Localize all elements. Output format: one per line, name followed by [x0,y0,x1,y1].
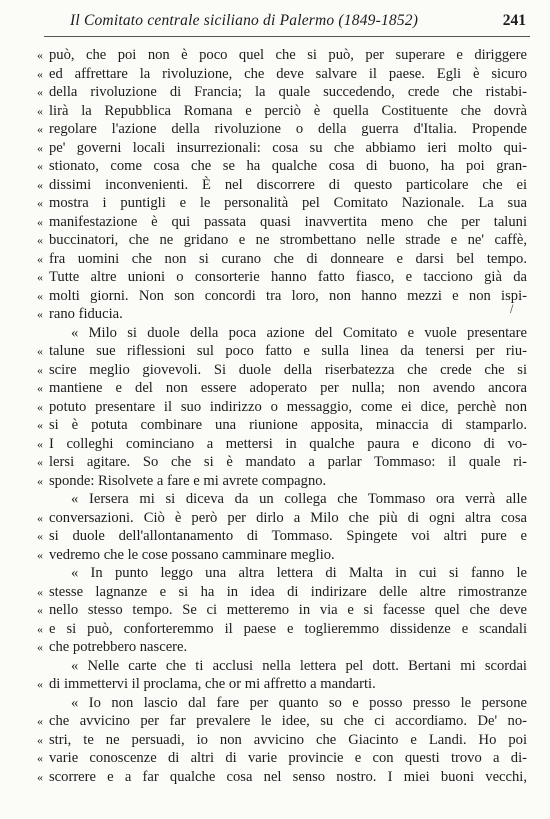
guillemet-mark: « [37,603,43,617]
text-line [0,546,550,565]
guillemet-mark: « [37,621,43,636]
guillemet-mark: « [37,732,43,747]
text-line [0,657,550,676]
guillemet-mark: « [37,769,43,784]
line-text: vedremo che le cose possano camminare meglio. [49,546,335,563]
line-text: fra uomini che non si curano che di donneare e darsi bel tempo. [49,250,527,267]
page-number: 241 [502,12,526,29]
guillemet-mark: « [37,196,43,210]
line-text: scire meglio giovevoli. Si duole della riserbatezza che crede che si [49,361,527,378]
body-text [0,46,550,786]
text-line [0,768,550,787]
text-line [0,435,550,454]
line-text: può, che poi non è poco quel che si può, per superare e diriggere [49,47,527,63]
line-text: stionato, come cosa che se ha qualche cosa di buono, ha poi gran- [49,158,527,174]
text-line [0,472,550,491]
line-text: di immettervi il proclama, che or mi affretto a mandarti. [49,676,376,692]
line-text: « Io non lascio dal fare per quanto so e posso presso le persone [71,694,527,711]
text-line [0,361,550,380]
line-text: manifestazione è qui passata quasi inavvertita meno che per taluni [49,213,527,230]
guillemet-mark: « [37,344,43,358]
guillemet-mark: « [37,455,43,469]
line-text: « In punto leggo una altra lettera di Malta in cui si fanno le [71,565,527,581]
text-line [0,324,550,343]
text-line [0,712,550,731]
line-text: pe' governi locali insurrezionali: cosa su che abbiamo ieri molto qui- [49,139,527,156]
guillemet-mark: « [37,66,43,81]
text-line [0,398,550,417]
guillemet-mark: « [37,547,43,562]
guillemet-mark: « [37,473,43,488]
guillemet-mark: « [37,510,43,525]
guillemet-mark: « [37,714,43,728]
line-text: molti giorni. Non son concordi tra loro, non hanno mezzi e non ispi- [49,287,527,304]
text-line [0,305,550,324]
text-line [0,490,550,509]
line-text: ed affrettare la rivoluzione, che deve salvare il paese. Egli è sicuro [49,65,527,82]
line-text: della rivoluzione di Francia; la quale succedendo, crede che ristabi- [49,84,527,100]
guillemet-mark: « [37,307,43,321]
guillemet-mark: « [37,122,43,136]
guillemet-mark: « [37,48,43,62]
text-line [0,416,550,435]
text-line [0,194,550,213]
page-header [70,12,526,34]
line-text: talune sue riflessioni sul poco fatto e sulla linea da tenersi per riu- [49,343,527,359]
guillemet-mark: « [37,751,43,765]
guillemet-mark: « [37,85,43,99]
text-line [0,83,550,102]
line-text: dissimi inconvenienti. È nel discorrere di questo particolare che ei [49,176,527,193]
line-text: I colleghi cominciano a mettersi in qualche paura e dicono di vo- [49,435,527,452]
guillemet-mark: « [37,418,43,432]
text-line [0,379,550,398]
text-line [0,694,550,713]
line-text: regolare l'azione della rivoluzione o della guerra d'Italia. Propende [49,121,527,137]
text-line [0,176,550,195]
line-text: mantiene e del non essere adoperato per nulla; non avendo ancora [49,380,527,396]
guillemet-mark: « [37,177,43,192]
guillemet-mark: « [37,381,43,395]
text-line [0,675,550,694]
guillemet-mark: « [37,270,43,284]
text-line [0,250,550,269]
line-text: « Milo si duole della poca azione del Comitato e vuole presentare [71,324,527,341]
line-text: buccinatori, che ne gridano e ne strombettano nelle strade e ne' caffè, [49,232,527,248]
line-text: e si può, conforteremmo il paese e toglieremmo dissidenze e scandali [49,620,527,637]
text-line [0,231,550,250]
text-line [0,564,550,583]
text-line [0,46,550,65]
line-text: « Iersera mi si diceva da un collega che Tommaso ora verrà alle [71,491,527,507]
guillemet-mark: « [37,214,43,229]
line-text: « Nelle carte che ti acclusi nella lettera pel dott. Bertani mi scordai [71,657,527,674]
line-text: rano fiducia. [49,306,123,322]
text-line [0,65,550,84]
text-line [0,601,550,620]
text-line [0,527,550,546]
text-line [0,749,550,768]
guillemet-mark: « [37,140,43,155]
guillemet-mark: « [37,436,43,451]
guillemet-mark: « [37,362,43,377]
guillemet-mark: « [37,640,43,654]
guillemet-mark: « [37,233,43,247]
text-line [0,731,550,750]
text-line [0,120,550,139]
line-text: che avvicino per far prevalere le idee, su che ci accordiamo. De' no- [49,713,527,729]
running-title: Il Comitato centrale siciliano di Palermo (1849-1852) [70,12,419,29]
guillemet-mark: « [37,399,43,414]
line-text: stri, te ne persuadi, io non avvicino che Giacinto e Landi. Ho poi [49,731,527,748]
text-line [0,157,550,176]
header-rule [44,36,530,37]
guillemet-mark: « [37,103,43,118]
guillemet-mark: « [37,584,43,599]
line-text: si duole dell'allontanamento di Tommaso. Spingete voi altri pure e [49,528,527,544]
line-text: nello stesso tempo. Se ci metteremo in via e si facesse quel che deve [49,602,527,618]
line-text: varie conoscenze di altri di varie provincie e con questi trovo a di- [49,750,527,766]
text-line [0,102,550,121]
text-line [0,509,550,528]
guillemet-mark: « [37,677,43,691]
text-line [0,638,550,657]
line-text: mostra i puntigli e le personalità pel Comitato Nazionale. La sua [49,195,527,211]
text-line [0,620,550,639]
text-line [0,268,550,287]
guillemet-mark: « [37,159,43,173]
text-line [0,583,550,602]
text-line [0,453,550,472]
text-line [0,287,550,306]
line-text: che potrebbero nascere. [49,639,188,655]
line-text: sponde: Risolvete a fare e mi avrete compagno. [49,472,327,489]
line-text: scorrere e a far qualche cosa nel senso nostro. I miei buoni vecchi, [49,768,527,785]
line-text: conversazioni. Ciò è però per dirlo a Milo che più di ogni altra cosa [49,509,527,526]
text-line [0,342,550,361]
line-text: stesse lagnanze e si ha in idea di indirizare delle altre rimostranze [49,583,527,600]
line-text: lirà la Repubblica Romana e perciò è quella Costituente che dovrà [49,102,527,119]
guillemet-mark: « [37,529,43,543]
text-line [0,139,550,158]
line-text: si è potuta combinare una riunione apposita, minaccia di stamparlo. [49,417,527,433]
margin-mark: / [510,304,514,315]
line-text: potuto presentare il suo indirizzo o messaggio, come ei dice, perchè non [49,398,527,415]
line-text: lersi agitare. So che si è mandato a parlar Tommaso: il quale ri- [49,454,527,470]
text-line [0,213,550,232]
line-text: Tutte altre unioni o consorterie hanno fatto fiasco, e tacciono già da [49,269,527,285]
guillemet-mark: « [37,251,43,266]
guillemet-mark: « [37,288,43,303]
